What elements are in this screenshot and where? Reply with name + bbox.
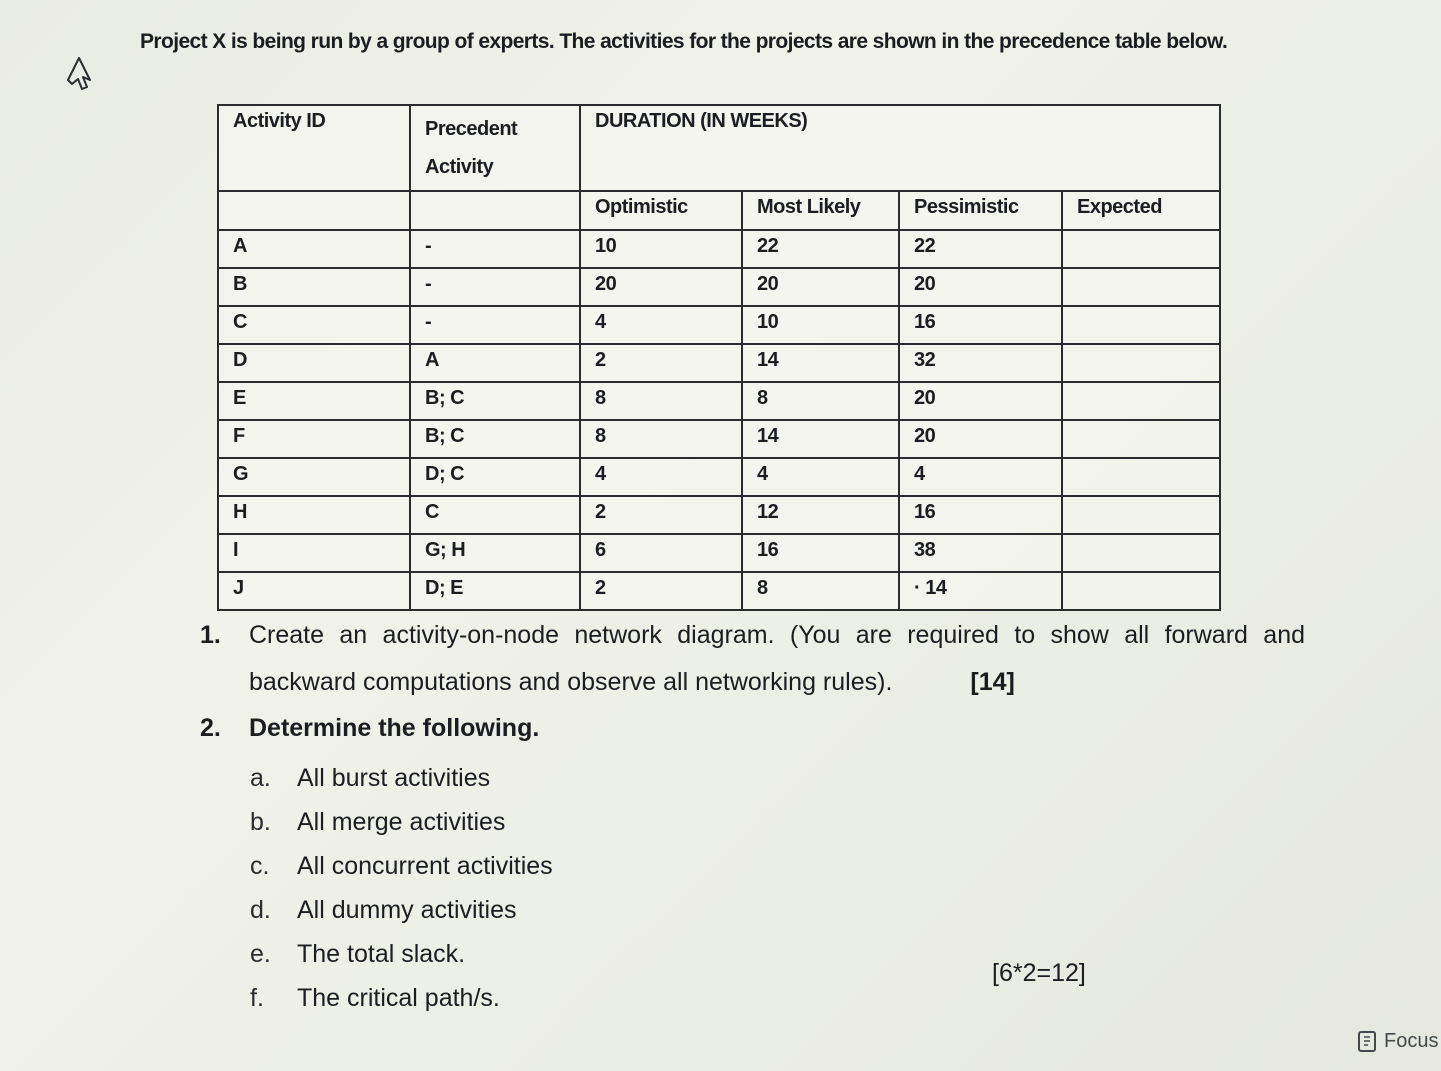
question-1-text bbox=[249, 612, 1305, 706]
cell-most-likely: 8 bbox=[742, 382, 899, 420]
cell-id: B bbox=[218, 268, 410, 306]
subheader-empty bbox=[410, 191, 580, 230]
cell-pessimistic: 20 bbox=[899, 420, 1062, 458]
table-row bbox=[218, 420, 1220, 458]
list-item bbox=[250, 888, 1305, 932]
table-row bbox=[218, 496, 1220, 534]
focus-label: Focus bbox=[1384, 1029, 1439, 1052]
cell-id: F bbox=[218, 420, 410, 458]
intro-text: Project X is being run by a group of experts. The activities for the projects are shown in the precedence table below. bbox=[140, 30, 1228, 53]
header-expected: Expected bbox=[1062, 191, 1220, 230]
table-row bbox=[218, 458, 1220, 496]
list-item bbox=[250, 756, 1305, 800]
cell-precedent: A bbox=[410, 344, 580, 382]
cell-id: J bbox=[218, 572, 410, 610]
subheader-empty bbox=[218, 191, 410, 230]
header-most-likely: Most Likely bbox=[742, 191, 899, 230]
item-text: The total slack. bbox=[297, 940, 466, 968]
cell-most-likely: 14 bbox=[742, 344, 899, 382]
list-item bbox=[250, 976, 1305, 1020]
cell-pessimistic: 20 bbox=[899, 268, 1062, 306]
cell-expected bbox=[1062, 534, 1220, 572]
cell-pessimistic: 32 bbox=[899, 344, 1062, 382]
cell-expected bbox=[1062, 496, 1220, 534]
cell-most-likely: 4 bbox=[742, 458, 899, 496]
cell-expected bbox=[1062, 344, 1220, 382]
item-text: The critical path/s. bbox=[297, 984, 500, 1012]
cell-precedent: G; H bbox=[410, 534, 580, 572]
table-header-row bbox=[218, 105, 1220, 191]
cell-optimistic: 6 bbox=[580, 534, 742, 572]
header-duration: DURATION (IN WEEKS) bbox=[580, 105, 1220, 191]
cell-optimistic: 10 bbox=[580, 230, 742, 268]
cell-optimistic: 2 bbox=[580, 496, 742, 534]
focus-button[interactable] bbox=[1356, 1028, 1438, 1054]
item-letter: e. bbox=[250, 940, 271, 968]
item-letter: b. bbox=[250, 808, 271, 836]
list-item bbox=[250, 800, 1305, 844]
item-letter: f. bbox=[250, 984, 264, 1012]
table-subheader-row bbox=[218, 191, 1220, 230]
document-focus-icon bbox=[1356, 1028, 1380, 1054]
cell-optimistic: 20 bbox=[580, 268, 742, 306]
cell-optimistic: 2 bbox=[580, 572, 742, 610]
item-text: All concurrent activities bbox=[297, 852, 553, 880]
header-activity-id: Activity ID bbox=[218, 105, 410, 191]
precedence-table bbox=[217, 104, 1221, 611]
cell-expected bbox=[1062, 306, 1220, 344]
table-row bbox=[218, 230, 1220, 268]
cell-precedent: D; E bbox=[410, 572, 580, 610]
cell-most-likely: 10 bbox=[742, 306, 899, 344]
table-row bbox=[218, 344, 1220, 382]
question-1-marks: [14] bbox=[970, 668, 1015, 696]
header-precedent-activity: Precedent Activity bbox=[410, 105, 580, 191]
question-2-items bbox=[250, 756, 1305, 1020]
cell-id: I bbox=[218, 534, 410, 572]
question-1 bbox=[200, 612, 1305, 706]
cell-precedent: D; C bbox=[410, 458, 580, 496]
questions-section bbox=[200, 612, 1305, 1020]
cell-id: C bbox=[218, 306, 410, 344]
cell-precedent: B; C bbox=[410, 420, 580, 458]
table-row bbox=[218, 306, 1220, 344]
cell-precedent: - bbox=[410, 306, 580, 344]
table-row bbox=[218, 572, 1220, 610]
header-optimistic: Optimistic bbox=[580, 191, 742, 230]
table-row bbox=[218, 268, 1220, 306]
cell-pessimistic: 4 bbox=[899, 458, 1062, 496]
cell-optimistic: 8 bbox=[580, 420, 742, 458]
question-1-body: Create an activity-on-node network diagram. (You are required to show all forward and backward computations and observe all networking rules). bbox=[249, 621, 1305, 696]
item-text: All dummy activities bbox=[297, 896, 517, 924]
cell-precedent: B; C bbox=[410, 382, 580, 420]
item-text: All merge activities bbox=[297, 808, 506, 836]
cell-pessimistic: 22 bbox=[899, 230, 1062, 268]
cell-expected bbox=[1062, 230, 1220, 268]
table-row bbox=[218, 382, 1220, 420]
cell-expected bbox=[1062, 420, 1220, 458]
item-text: All burst activities bbox=[297, 764, 491, 792]
cell-expected bbox=[1062, 572, 1220, 610]
cell-id: E bbox=[218, 382, 410, 420]
list-item bbox=[250, 844, 1305, 888]
table-row bbox=[218, 534, 1220, 572]
item-letter: a. bbox=[250, 764, 271, 792]
cell-pessimistic: 16 bbox=[899, 496, 1062, 534]
cell-id: D bbox=[218, 344, 410, 382]
cell-optimistic: 4 bbox=[580, 458, 742, 496]
cell-id: A bbox=[218, 230, 410, 268]
cell-optimistic: 2 bbox=[580, 344, 742, 382]
cell-pessimistic: 20 bbox=[899, 382, 1062, 420]
question-2-text: Determine the following. bbox=[249, 714, 540, 742]
cell-most-likely: 20 bbox=[742, 268, 899, 306]
cell-most-likely: 8 bbox=[742, 572, 899, 610]
cell-precedent: C bbox=[410, 496, 580, 534]
list-item bbox=[250, 932, 1305, 976]
header-pessimistic: Pessimistic bbox=[899, 191, 1062, 230]
cell-most-likely: 12 bbox=[742, 496, 899, 534]
cell-most-likely: 16 bbox=[742, 534, 899, 572]
question-2 bbox=[200, 708, 1305, 748]
mouse-pointer-icon bbox=[64, 50, 94, 90]
cell-optimistic: 8 bbox=[580, 382, 742, 420]
cell-pessimistic: · 14 bbox=[899, 572, 1062, 610]
cell-most-likely: 22 bbox=[742, 230, 899, 268]
cell-precedent: - bbox=[410, 268, 580, 306]
cell-optimistic: 4 bbox=[580, 306, 742, 344]
cell-expected bbox=[1062, 268, 1220, 306]
cell-precedent: - bbox=[410, 230, 580, 268]
item-letter: d. bbox=[250, 896, 271, 924]
cell-pessimistic: 38 bbox=[899, 534, 1062, 572]
question-2-number: 2. bbox=[200, 714, 221, 742]
question-1-number: 1. bbox=[200, 621, 221, 649]
cell-id: G bbox=[218, 458, 410, 496]
cell-most-likely: 14 bbox=[742, 420, 899, 458]
question-2-marks: [6*2=12] bbox=[992, 959, 1086, 987]
cell-id: H bbox=[218, 496, 410, 534]
cell-pessimistic: 16 bbox=[899, 306, 1062, 344]
cell-expected bbox=[1062, 458, 1220, 496]
item-letter: c. bbox=[250, 852, 270, 880]
cell-expected bbox=[1062, 382, 1220, 420]
